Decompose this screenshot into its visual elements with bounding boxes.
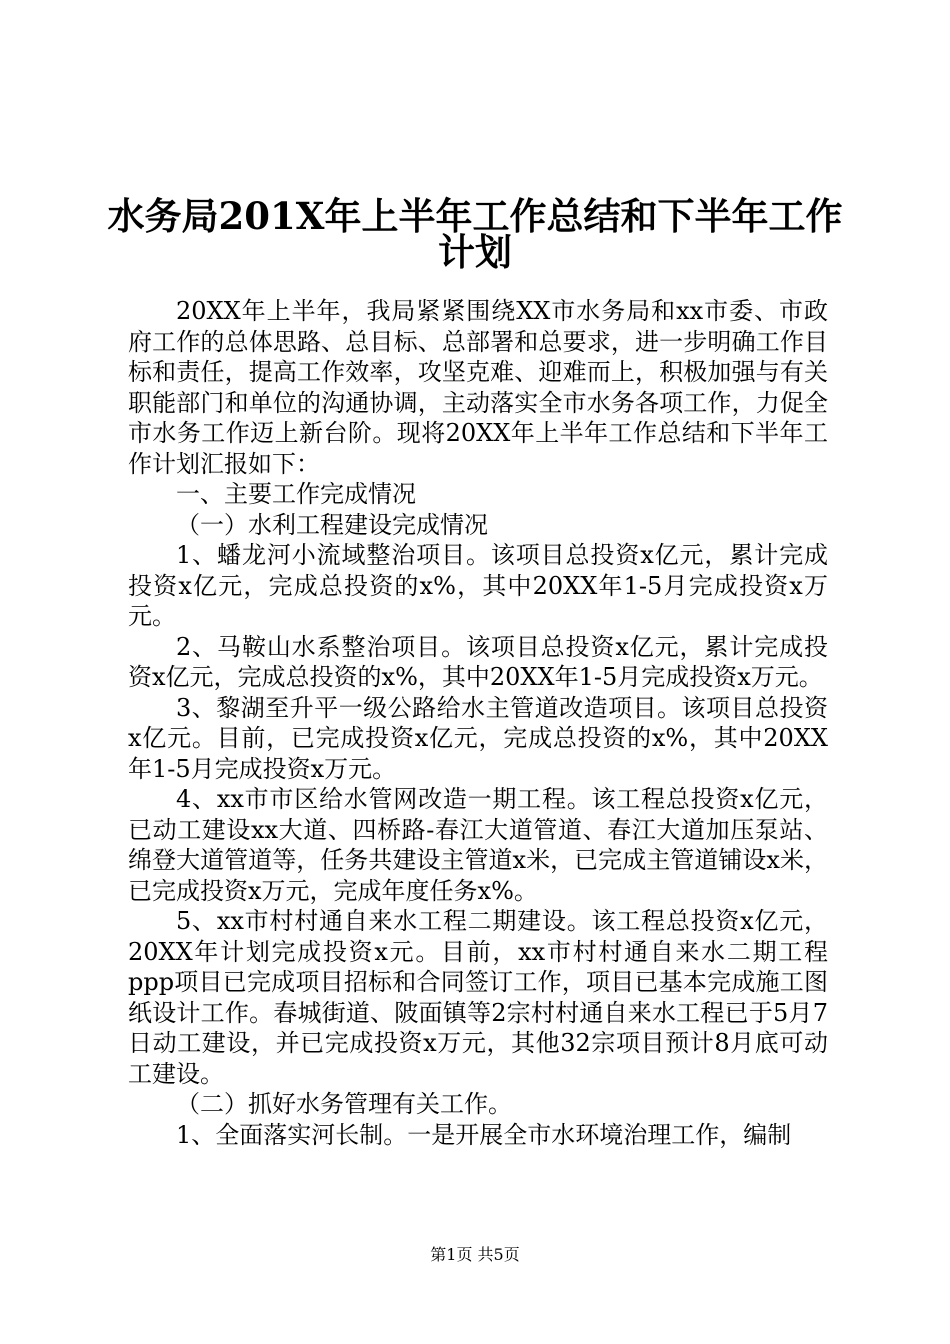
item-paragraph-5: 5、xx市村村通自来水工程二期建设。该工程总投资x亿元，20XX年计划完成投资x元。目前，xx市村村通自来水二期工程ppp项目已完成项目招标和合同签订工作，项目已基本完成施工图纸设计工作。春城街道、陂面镇等2宗村村通自来水工程已于5月7日动工建设，并已完成投资x万元，其他32宗项目预计8月底可动工建设。	[128, 907, 828, 1088]
item-paragraph-6: 1、全面落实河长制。一是开展全市水环境治理工作，编制	[176, 1120, 792, 1149]
subsection-heading-2: （二）抓好水务管理有关工作。	[176, 1090, 512, 1118]
item-paragraph-1: 1、蟠龙河小流域整治项目。该项目总投资x亿元，累计完成投资x亿元，完成总投资的x%，其中20XX年1-5月完成投资x万元。	[128, 541, 828, 630]
intro-paragraph: 20XX年上半年，我局紧紧围绕XX市水务局和xx市委、市政府工作的总体思路、总目标、总部署和总要求，进一步明确工作目标和责任，提高工作效率，攻坚克难、迎难而上，积极加强与有关职能部门和单位的沟通协调，主动落实全市水务各项工作，力促全市水务工作迈上新台阶。现将20XX年上半年工作总结和下半年工作计划汇报如下：	[128, 297, 828, 478]
page-footer: 第1页 共5页	[430, 1245, 520, 1264]
subsection-heading-1: （一）水利工程建设完成情况	[176, 510, 488, 539]
document-title-line-2: 计划	[438, 230, 512, 274]
item-paragraph-2: 2、马鞍山水系整治项目。该项目总投资x亿元，累计完成投资x亿元，完成总投资的x%，其中20XX年1-5月完成投资x万元。	[128, 632, 828, 691]
item-paragraph-4: 4、xx市市区给水管网改造一期工程。该工程总投资x亿元，已动工建设xx大道、四桥路-春江大道管道、春江大道加压泵站、绵登大道管道等，任务共建设主管道x米，已完成主管道铺设x米，已完成投资x万元，完成年度任务x%。	[128, 785, 828, 905]
section-heading-1: 一、主要工作完成情况	[176, 480, 416, 508]
document-title-line-1: 水务局201X年上半年工作总结和下半年工作	[107, 194, 843, 238]
item-paragraph-3: 3、黎湖至升平一级公路给水主管道改造项目。该项目总投资x亿元。目前，已完成投资x亿元，完成总投资的x%，其中20XX年1-5月完成投资x万元。	[128, 693, 828, 783]
document-body	[128, 296, 828, 1150]
